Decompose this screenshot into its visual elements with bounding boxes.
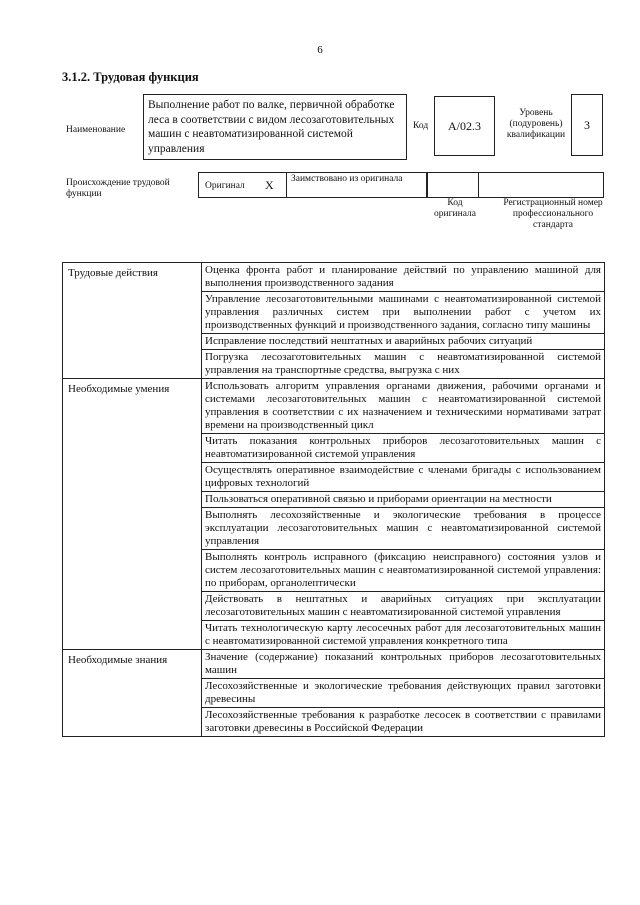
origin-label: Происхождение трудовой функции <box>66 178 170 199</box>
code-label: Код <box>413 121 429 131</box>
skill-item: Выполнять лесохозяйственные и экологические требования в процессе эксплуатации лесозаготовительных машин с неавтоматизированной системой управления <box>202 508 605 550</box>
action-item: Управление лесозаготовительными машинами с неавтоматизированной системой управления различных систем при выполнении работ с учетом их производственных функций и производственного задания, согласно типу машины <box>202 292 605 334</box>
section-title: 3.1.2. Трудовая функция <box>62 70 199 84</box>
action-item: Оценка фронта работ и планирование действий по управлению машиной для выполнения производственного задания <box>202 263 605 292</box>
knowledge-label: Необходимые знания <box>63 650 202 737</box>
function-table <box>62 262 605 737</box>
code-original-label: Код оригинала <box>434 198 476 219</box>
skill-item: Действовать в нештатных и аварийных ситуациях при эксплуатации лесозаготовительных машин с неавтоматизированной системой управления <box>202 592 605 621</box>
name-label: Наименование <box>66 125 126 135</box>
code-original-cell <box>427 173 479 197</box>
table-row <box>63 650 605 679</box>
table-row <box>63 263 605 292</box>
reg-number-label: Регистрационный номер профессионального стандарта <box>503 198 603 230</box>
action-item: Исправление последствий нештатных и аварийных рабочих ситуаций <box>202 334 605 350</box>
skill-item: Использовать алгоритм управления органами движения, рабочими органами и системами лесозаготовительных машин с неавтоматизированной системой управления в соответствии с их назначением и техническими нормативами затрат времени на производственный цикл <box>202 379 605 434</box>
knowledge-item: Лесохозяйственные требования к разработке лесосек в соответствии с правилами заготовки древесины в Российской Федерации <box>202 708 605 737</box>
borrowed-label: Заимствовано из оригинала <box>291 174 403 184</box>
code-value-box: A/02.3 <box>434 96 495 156</box>
skills-label: Необходимые умения <box>63 379 202 650</box>
page-number: 6 <box>317 44 323 56</box>
level-label: Уровень (подуровень) квалификации <box>506 108 566 140</box>
actions-label: Трудовые действия <box>63 263 202 379</box>
skill-item: Выполнять контроль исправного (фиксацию неисправного) состояния узлов и систем лесозаготовительных машин с неавтоматизированной системой управления: по приборам, органолептически <box>202 550 605 592</box>
knowledge-item: Значение (содержание) показаний контрольных приборов лесозаготовительных машин <box>202 650 605 679</box>
original-label: Оригинал <box>205 181 245 191</box>
knowledge-item: Лесохозяйственные и экологические требования действующих правил заготовки древесины <box>202 679 605 708</box>
original-mark: X <box>265 178 274 192</box>
original-cell <box>199 173 287 197</box>
skill-item: Осуществлять оперативное взаимодействие с членами бригады с использованием цифровых технологий <box>202 463 605 492</box>
table-row <box>63 379 605 434</box>
skill-item: Читать технологическую карту лесосечных работ для лесозаготовительных машин с неавтоматизированной системой управления конкретного типа <box>202 621 605 650</box>
origin-table <box>198 172 604 198</box>
skill-item: Читать показания контрольных приборов лесозаготовительных машин с неавтоматизированной системой управления <box>202 434 605 463</box>
action-item: Погрузка лесозаготовительных машин с неавтоматизированной системой управления на транспортные средства, выгрузка с них <box>202 350 605 379</box>
function-name-box: Выполнение работ по валке, первичной обработке леса в соответствии с видом лесозаготовительных машин с неавтоматизированной системой управления <box>143 94 407 160</box>
level-value-box: 3 <box>571 94 603 156</box>
borrowed-cell <box>287 173 427 197</box>
skill-item: Пользоваться оперативной связью и приборами ориентации на местности <box>202 492 605 508</box>
